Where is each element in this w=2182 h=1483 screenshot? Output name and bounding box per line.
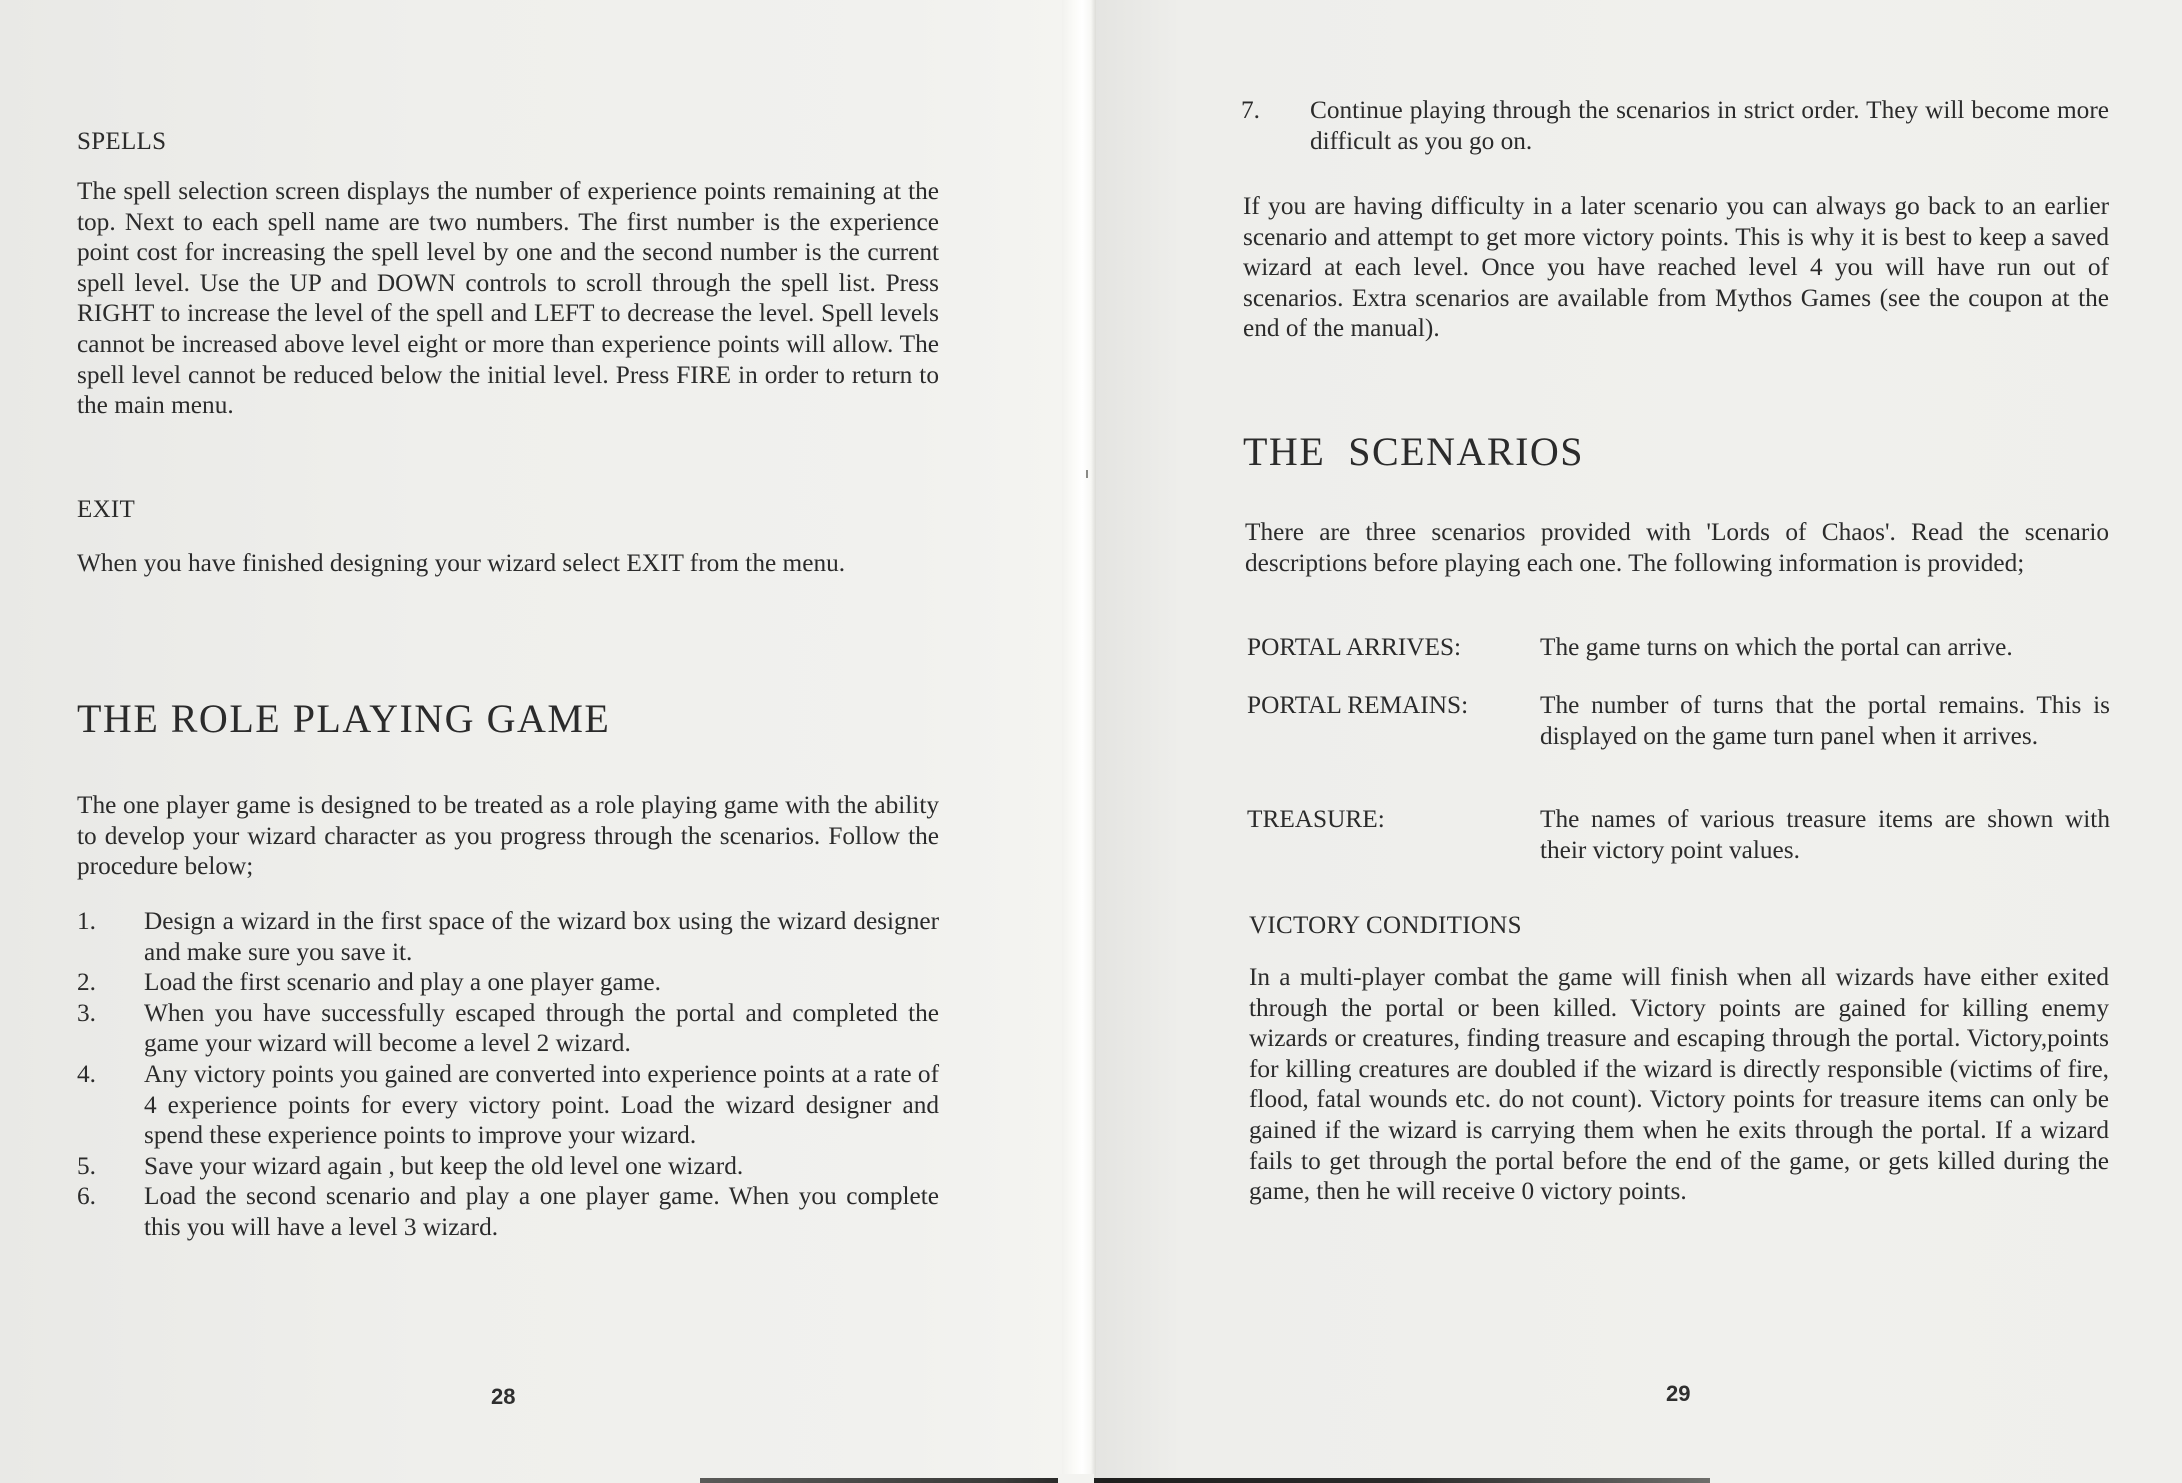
list-item [77,906,939,967]
difficulty-paragraph: If you are having difficulty in a later scenario you can always go back to an earlier scenario and attempt to get more victory points. This is why it is best to keep a saved wizard at each level. Once you have reached level 4 you will have run out of scenarios. Extra scenarios are available from Mythos Games (see the coupon at the end of the manual). [1243,192,2109,343]
victory-heading: VICTORY CONDITIONS [1249,912,1522,939]
step-text: When you have successfully escaped through the portal and completed the game your wizard will become a level 2 wizard. [144,998,939,1058]
definition-term: TREASURE: [1247,805,1385,833]
step-number: 5. [77,1151,96,1180]
step-text: Any victory points you gained are converted into experience points at a rate of 4 experience points for every victory point. Load the wizard designer and spend these experience points to improve your wizard. [144,1059,939,1150]
definition-term: PORTAL REMAINS: [1247,691,1469,719]
gutter-mark [1086,470,1088,478]
list-item [77,967,939,998]
exit-heading: EXIT [77,496,136,523]
list-item [77,1151,939,1182]
exit-body: When you have finished designing your wizard select EXIT from the menu. [77,549,846,577]
list-item [1241,95,2109,156]
step-number: 4. [77,1059,96,1088]
scenarios-heading [1243,428,2109,476]
step-text: Load the second scenario and play a one player game. When you complete this you will have a level 3 wizard. [144,1182,939,1241]
book-gutter [1062,0,1096,1483]
definition-term: PORTAL ARRIVES: [1247,633,1462,661]
step-text: Continue playing through the scenarios in strict order. They will become more difficult as you go on. [1310,96,2109,155]
role-playing-intro: The one player game is designed to be treated as a role playing game with the ability to develop your wizard character as you progress through the scenarios. Follow the procedure below; [77,791,939,881]
step-number: 6. [77,1182,96,1211]
step-text: Load the first scenario and play a one player game. [144,968,661,997]
step-number: 3. [77,998,96,1027]
procedure-list [77,906,939,1243]
step-number: 7. [1241,96,1260,124]
scenarios-heading-text: THE SCENARIOS [1243,429,1585,474]
definition-desc: The names of various treasure items are shown with their victory point values. [1540,805,2110,864]
spells-body: The spell selection screen displays the number of experience points remaining at the top. Next to each spell name are two numbers. The first number is the experience point cost for increasing the spell level by one and the second number is the current spell level. Use the UP and DOWN controls to scroll through the spell list. Press RIGHT to increase the level of the spell and LEFT to decrease the level. Spell levels cannot be increased above level eight or more than experience points will allow. The spell level cannot be reduced below the initial level. Press FIRE in order to return to the main menu. [77,177,939,420]
page-number-right: 29 [1666,1381,1691,1406]
step-text: Design a wizard in the first space of the wizard box using the wizard designer and make sure you save it. [144,907,939,966]
step-number: 1. [77,907,96,935]
role-playing-heading: THE ROLE PLAYING GAME [77,696,611,741]
victory-body: In a multi-player combat the game will finish when all wizards have either exited through the portal or been killed. Victory points are gained for killing enemy wizards or creatures, finding treasure and escaping through the portal. Victory,points for killing creatures are doubled if the wizard is directly responsible (victims of fire, flood, fatal wounds etc. do not count). Victory points for treasure items can only be gained if the wizard is carrying them when he exits through the portal. If a wizard fails to get through the portal before the end of the game, or gets killed during the game, then he will receive 0 victory points. [1249,963,2109,1206]
scenarios-intro: There are three scenarios provided with 'Lords of Chaos'. Read the scenario descriptions before playing each one. The following information is provided; [1245,518,2109,577]
spells-heading: SPELLS [77,128,167,155]
list-item [77,998,939,1059]
list-item [77,1059,939,1151]
bottom-edge-gap [1058,1474,1094,1483]
step-number: 2. [77,968,96,997]
list-item [77,1181,939,1242]
bottom-edge-shadow [700,1478,1710,1483]
page-number-left: 28 [491,1384,516,1409]
step-text: Save your wizard again , but keep the old level one wizard. [144,1151,744,1180]
definition-desc: The number of turns that the portal remains. This is displayed on the game turn panel when it arrives. [1540,691,2110,750]
definition-desc: The game turns on which the portal can arrive. [1540,633,2013,661]
step-7 [1241,95,2109,156]
